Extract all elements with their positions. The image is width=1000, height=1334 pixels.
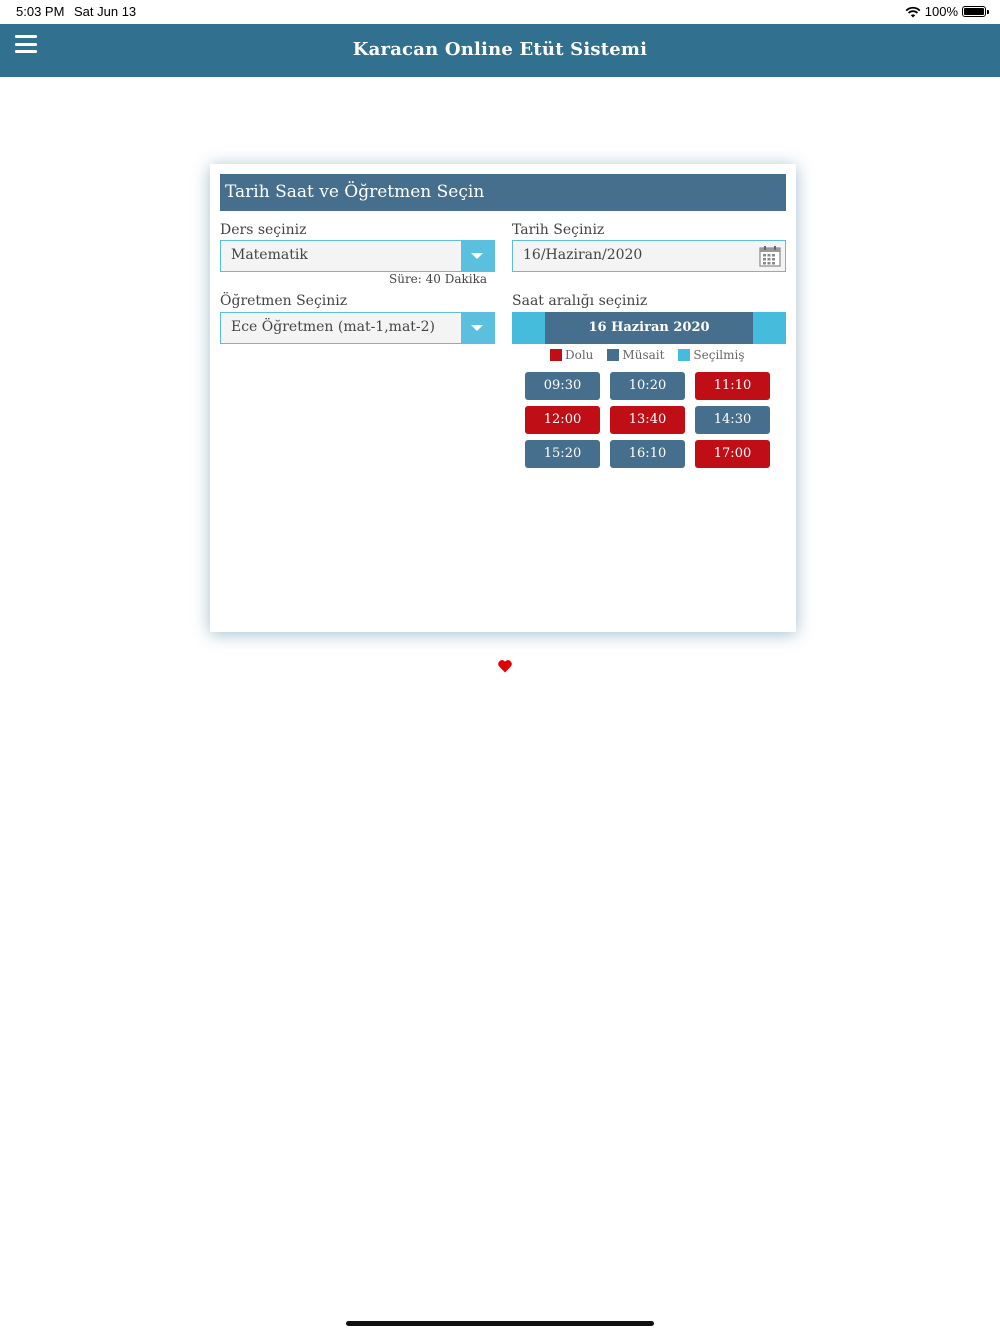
teacher-label: Öğretmen Seçiniz	[220, 293, 348, 309]
previous-day-button[interactable]	[512, 312, 545, 344]
time-slot-button[interactable]: 09:30	[525, 372, 600, 400]
legend-item-full	[550, 348, 593, 362]
legend-label: Dolu	[565, 348, 594, 362]
heart-icon	[497, 658, 513, 674]
day-navigator	[512, 312, 786, 344]
card-title: Tarih Saat ve Öğretmen Seçin	[220, 174, 786, 211]
chevron-down-icon[interactable]	[461, 241, 494, 271]
home-indicator[interactable]	[346, 1321, 654, 1326]
legend-item-selected	[678, 348, 744, 362]
legend-swatch	[607, 349, 619, 361]
date-label: Tarih Seçiniz	[512, 222, 605, 238]
app-title: Karacan Online Etüt Sistemi	[352, 39, 648, 60]
time-slot-button[interactable]: 14:30	[695, 406, 770, 434]
teacher-select-value: Ece Öğretmen (mat-1,mat-2)	[231, 319, 436, 335]
next-day-button[interactable]	[753, 312, 786, 344]
app-header	[0, 24, 1000, 77]
status-time: 5:03 PM	[16, 4, 65, 19]
legend-label: Seçilmiş	[693, 348, 745, 362]
legend-label: Müsait	[622, 348, 665, 362]
battery-icon	[962, 6, 986, 17]
legend-item-available	[607, 348, 664, 362]
course-label: Ders seçiniz	[220, 222, 307, 238]
current-day-label: 16 Haziran 2020	[588, 320, 710, 335]
time-slot-button[interactable]: 17:00	[695, 440, 770, 468]
time-slot-button[interactable]: 13:40	[610, 406, 685, 434]
date-input-value: 16/Haziran/2020	[523, 247, 643, 263]
legend-swatch	[550, 349, 562, 361]
status-date: Sat Jun 13	[74, 4, 137, 19]
battery-percent: 100%	[924, 4, 958, 19]
time-slot-button[interactable]: 11:10	[695, 372, 770, 400]
time-slot-button[interactable]: 16:10	[610, 440, 685, 468]
course-select[interactable]	[220, 240, 495, 272]
wifi-icon	[905, 6, 921, 18]
status-right	[905, 4, 986, 19]
time-slot-grid	[525, 372, 770, 468]
duration-text: Süre: 40 Dakika	[389, 272, 488, 286]
calendar-icon[interactable]	[759, 245, 781, 267]
chevron-down-icon[interactable]	[461, 313, 494, 343]
time-slot-button[interactable]: 12:00	[525, 406, 600, 434]
course-select-value: Matematik	[231, 247, 308, 263]
date-input[interactable]	[512, 240, 786, 272]
booking-card	[210, 164, 796, 632]
legend-swatch	[678, 349, 690, 361]
teacher-select[interactable]	[220, 312, 495, 344]
time-slot-button[interactable]: 15:20	[525, 440, 600, 468]
status-bar	[0, 0, 1000, 24]
time-range-label: Saat aralığı seçiniz	[512, 293, 648, 309]
time-slot-button[interactable]: 10:20	[610, 372, 685, 400]
slot-legend	[550, 348, 745, 362]
